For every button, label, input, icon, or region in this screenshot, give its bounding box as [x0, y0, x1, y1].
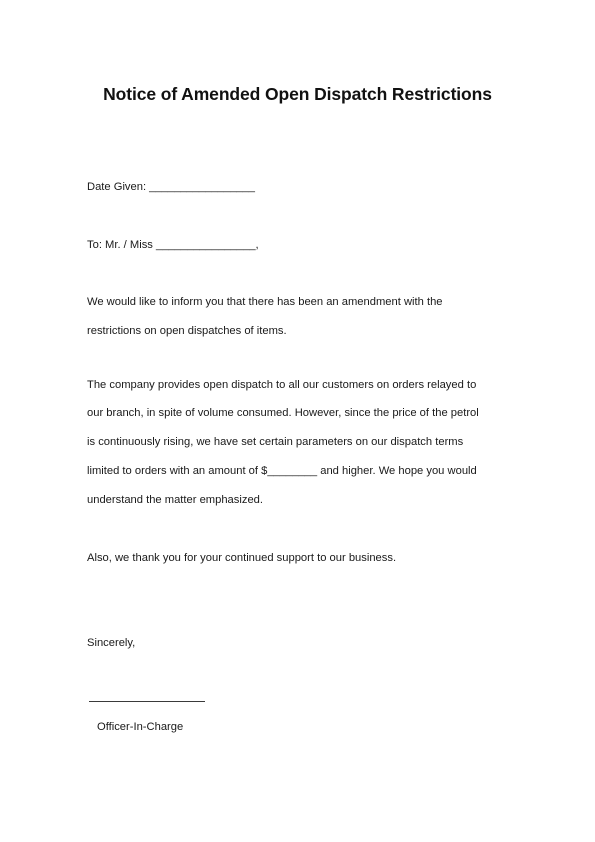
date-given-line: Date Given: _________________	[87, 181, 255, 193]
recipient-line: To: Mr. / Miss ________________,	[87, 239, 259, 251]
paragraph-2-line-2: our branch, in spite of volume consumed. However, since the price of the petrol	[87, 407, 479, 419]
paragraph-3: Also, we thank you for your continued support to our business.	[87, 552, 397, 564]
paragraph-1-line-1: We would like to inform you that there has been an amendment with the	[87, 296, 443, 308]
paragraph-2-line-5: understand the matter emphasized.	[87, 494, 263, 506]
paragraph-2-line-4: limited to orders with an amount of $________ and higher. We hope you would	[87, 465, 477, 477]
closing-salutation: Sincerely,	[87, 637, 136, 649]
paragraph-2-line-1: The company provides open dispatch to all our customers on orders relayed to	[87, 379, 477, 391]
signatory-title: Officer-In-Charge	[97, 721, 184, 733]
signature-line	[89, 701, 205, 702]
paragraph-1-line-2: restrictions on open dispatches of items.	[87, 325, 287, 337]
paragraph-2-line-3: is continuously rising, we have set certain parameters on our dispatch terms	[87, 436, 464, 448]
page-title: Notice of Amended Open Dispatch Restrictions	[103, 84, 492, 104]
